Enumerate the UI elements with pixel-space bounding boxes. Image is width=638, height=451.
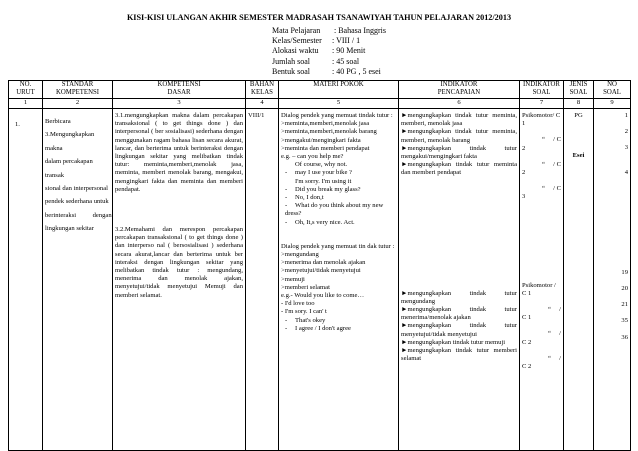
col-indikator: INDIKATOR PENCAPAIAN: [399, 81, 520, 99]
meta-class: Kelas/Semester : VIII / 1: [272, 36, 361, 46]
cell-jenis: PG Esei: [564, 109, 594, 451]
document-title: KISI-KISI ULANGAN AKHIR SEMESTER MADRASAH TSANAWIYAH TAHUN PELAJARAN 2012/2013: [126, 13, 512, 22]
cell-kelas: VIII/1: [246, 109, 279, 451]
kisi-kisi-table: [8, 80, 631, 451]
cell-materi: Dialog pendek yang memuat tindak tutur : >meminta,memberi,menolak jasa >meminta,memberi,menolak barang >mengakui/mengingkari fakta >meminta dan memberi pendapat e.g. – can you help me? Of course, why not. - may I use your bike ? I'm sorry. I'm using it - Did you break my glass? - No, I don,t - What do you think about my new dress? - Oh, It,s very nice. Act. Dialog pendek yang memuat tin dak tutur : >mengundang >menerima dan menolak ajakan >menyetujui/tidak menyetujui >memuji >memberi selamat e.g.- Would you like to come… - I'd love too - I'm sory. I can' t - That's okey - I agree / I don't agree: [279, 109, 399, 451]
cell-kompetensi-dasar: [113, 109, 246, 451]
col-indikator-soal: INDIKATOR SOAL: [520, 81, 564, 99]
cell-no-soal: 1 2 3 4 19 20 21 35 36: [594, 109, 631, 451]
col-jenis: JENIS SOAL: [564, 81, 594, 99]
col-no: NO. URUT: [9, 81, 43, 99]
col-standar: STANDAR KOMPETENSI: [43, 81, 113, 99]
col-materi: MATERI POKOK: [279, 81, 399, 99]
column-number-row: 1 2 3 4 5 6 7 8 9: [9, 99, 631, 109]
kd-3-1: 3.1.mengungkapkan makna dalam percakapan transaksional ( to get things done ) dan interpersonal ( ber sosialisasi) sederhana dengan menggunakan ragam bahasa lisan secara akurat, lancar, dan berterima untuk berinteraksi dengan lingkungan sekitar yang melibatkan tindak tutur: meminta,memberi,menolak jasa, meminta, memberi menolak barang, mengakui, mengingkari fakta dan meminta dan memberi pendapat.: [115, 112, 243, 193]
meta-form: Bentuk soal : 40 PG , 5 esei: [272, 66, 381, 76]
cell-no: 1.: [9, 109, 43, 451]
col-no-soal: NO SOAL: [594, 81, 631, 99]
kd-3-2: 3.2.Memahami dan merespon percakapan percakapan transaksional ( to get things done ) dan interperso nal ( bersosialisasi ) sederhana secara akurat,lancar dan berterima untuk ber interaksi dengan lingkungan sekitar yang melibatkan tindak tutur : mengundang, menerima dan menolak ajakan, menyetujui/tidak menyetujui Memuji dan memberi selamat.: [115, 226, 243, 299]
col-kompetensi: KOMPETENSI DASAR: [113, 81, 246, 99]
meta-time: Alokasi waktu : 90 Menit: [272, 46, 366, 56]
cell-indikator: ►mengungkapkan tindak tutur meminta, memberi, menolak jasa ►mengungkapkan tindak tutur meminta, memberi, menolak barang ►mengungkapkan tindak tutur mengakui/mengingkari fakta ►mengungkapkan tindak tutur meminta dan memberi pendapat ►mengungkapkan tindak tutur mengundang ►mengungkapkan tindak tutur menerima/menolak ajakan ►mengungkapkan tindak tutur menyetujui/tidak menyetujui ►mengungkapkan tindak tutur memuji ►mengungkapkan tindak tutur memberi selamat: [399, 109, 520, 451]
col-bahan: BAHAN KELAS: [246, 81, 279, 99]
header-row: [9, 81, 631, 99]
cell-indikator-soal: Psikomotor/ C 1 “ / C 2 “ / C 2 “ / C 3 Psikomotor / C 1 “ / C 1 “ / C 2 “ / C 2: [520, 109, 564, 451]
meta-subject: Mata Pelajaran : Bahasa Inggris: [272, 26, 386, 35]
cell-standar: Berbicara 3.Mengungkapkan makna dalam percakapan transak sional dan interpersonal pendek sederhana untuk berinteraksi dengan lingkungan sekitar: [43, 109, 113, 451]
meta-count: Jumlah soal : 45 soal: [272, 56, 360, 66]
table-row: [9, 109, 631, 451]
document-meta: [272, 26, 386, 77]
